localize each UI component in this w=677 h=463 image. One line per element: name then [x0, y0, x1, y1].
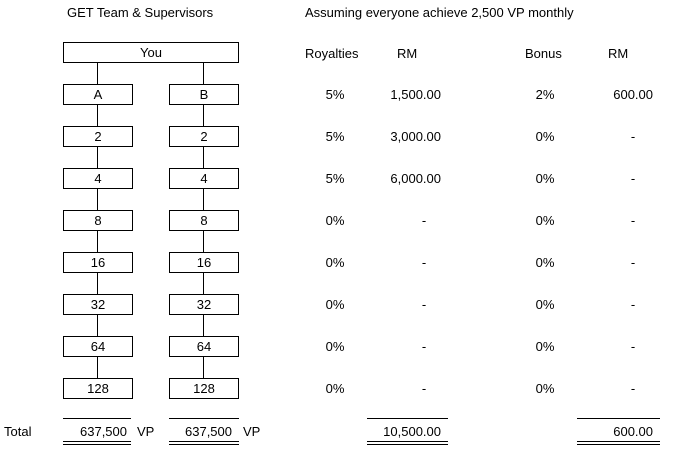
- bonus-total: 600.00: [613, 424, 653, 439]
- tree-right-connector: [203, 315, 204, 336]
- rm-cell: -: [421, 297, 427, 312]
- rm-bonus-cell: -: [630, 297, 636, 312]
- title-left: GET Team & Supervisors: [67, 5, 214, 20]
- rm-bonus-cell: -: [630, 129, 636, 144]
- tree-left-box: 2: [63, 126, 133, 147]
- rm-cell: 6,000.00: [390, 171, 441, 186]
- tree-right-box: B: [169, 84, 239, 105]
- bonus-total-underline: [577, 441, 660, 442]
- bonus-cell: 2%: [535, 87, 555, 102]
- rm-cell: -: [421, 381, 427, 396]
- total-right-underline: [169, 441, 239, 442]
- royalty-cell: 5%: [325, 129, 345, 144]
- tree-right-box: 4: [169, 168, 239, 189]
- total-left-topline: [63, 418, 131, 419]
- rm-total-topline: [367, 418, 448, 419]
- bonus-total-underline2: [577, 444, 660, 445]
- tree-right-connector: [203, 189, 204, 210]
- rm-bonus-cell: -: [630, 255, 636, 270]
- bonus-cell: 0%: [535, 255, 555, 270]
- tree-right-connector: [203, 105, 204, 126]
- tree-left-connector: [97, 147, 98, 168]
- bonus-cell: 0%: [535, 171, 555, 186]
- tree-left-connector: [97, 105, 98, 126]
- tree-left-connector: [97, 231, 98, 252]
- header-bonus: Bonus: [525, 46, 562, 61]
- tree-left-connector: [97, 315, 98, 336]
- title-right: Assuming everyone achieve 2,500 VP monthly: [305, 5, 574, 20]
- tree-left-connector: [97, 273, 98, 294]
- rm-total-underline2: [367, 444, 448, 445]
- header-royalties: Royalties: [305, 46, 359, 61]
- bonus-cell: 0%: [535, 381, 555, 396]
- rm-bonus-cell: -: [630, 213, 636, 228]
- rm-total: 10,500.00: [383, 424, 441, 439]
- royalty-cell: 0%: [325, 213, 345, 228]
- root-box: You: [63, 42, 239, 63]
- bonus-total-topline: [577, 418, 660, 419]
- total-right-topline: [169, 418, 239, 419]
- tree-right-connector: [203, 231, 204, 252]
- tree-right-connector: [203, 147, 204, 168]
- royalty-cell: 0%: [325, 381, 345, 396]
- total-right-vp: 637,500: [185, 424, 232, 439]
- bonus-cell: 0%: [535, 339, 555, 354]
- tree-left-connector: [97, 357, 98, 378]
- header-rm-bonus: RM: [608, 46, 629, 61]
- royalty-cell: 5%: [325, 171, 345, 186]
- total-left-vp: 637,500: [80, 424, 127, 439]
- tree-left-box: 8: [63, 210, 133, 231]
- royalty-cell: 5%: [325, 87, 345, 102]
- tree-left-box: 128: [63, 378, 133, 399]
- rm-cell: 3,000.00: [390, 129, 441, 144]
- tree-right-box: 64: [169, 336, 239, 357]
- tree-left-box: 32: [63, 294, 133, 315]
- connector-root-left: [97, 63, 98, 84]
- tree-right-box: 128: [169, 378, 239, 399]
- tree-left-box: A: [63, 84, 133, 105]
- tree-left-box: 4: [63, 168, 133, 189]
- tree-right-box: 32: [169, 294, 239, 315]
- rm-bonus-cell: 600.00: [613, 87, 653, 102]
- rm-cell: -: [421, 213, 427, 228]
- rm-cell: -: [421, 255, 427, 270]
- total-right-unit: VP: [243, 424, 261, 439]
- tree-right-connector: [203, 273, 204, 294]
- tree-left-box: 64: [63, 336, 133, 357]
- bonus-cell: 0%: [535, 297, 555, 312]
- tree-left-box: 16: [63, 252, 133, 273]
- total-left-underline: [63, 441, 131, 442]
- royalty-cell: 0%: [325, 339, 345, 354]
- bonus-cell: 0%: [535, 213, 555, 228]
- total-label: Total: [4, 424, 32, 439]
- royalty-cell: 0%: [325, 255, 345, 270]
- tree-left-connector: [97, 189, 98, 210]
- tree-right-box: 16: [169, 252, 239, 273]
- tree-right-connector: [203, 357, 204, 378]
- rm-bonus-cell: -: [630, 339, 636, 354]
- rm-bonus-cell: -: [630, 381, 636, 396]
- royalty-cell: 0%: [325, 297, 345, 312]
- rm-total-underline: [367, 441, 448, 442]
- connector-root-right: [203, 63, 204, 84]
- total-left-unit: VP: [137, 424, 155, 439]
- total-right-underline2: [169, 444, 239, 445]
- total-left-underline2: [63, 444, 131, 445]
- rm-cell: 1,500.00: [390, 87, 441, 102]
- tree-right-box: 2: [169, 126, 239, 147]
- header-rm: RM: [397, 46, 418, 61]
- rm-cell: -: [421, 339, 427, 354]
- rm-bonus-cell: -: [630, 171, 636, 186]
- tree-right-box: 8: [169, 210, 239, 231]
- bonus-cell: 0%: [535, 129, 555, 144]
